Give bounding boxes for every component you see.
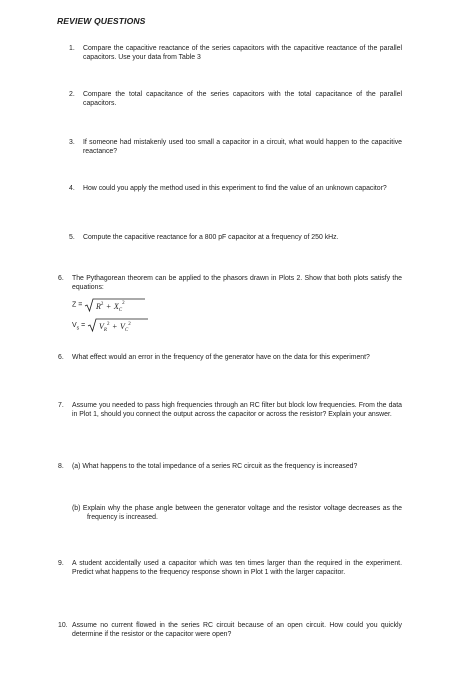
- term-r: R: [96, 302, 102, 311]
- question-number: 10.: [58, 622, 68, 629]
- question-number: 1.: [69, 45, 75, 52]
- term-v: V: [99, 322, 104, 331]
- plus-sign: +: [112, 322, 118, 331]
- subscript-r: R: [103, 328, 108, 333]
- equation-lhs: Z =: [72, 301, 83, 309]
- svg-text:VR2+VC2: [99, 322, 131, 333]
- plus-sign: +: [106, 302, 112, 311]
- question-text: Compare the capacitive reactance of the series capacitors with the capacitive reactance of the parallel capacitors. Use your data from Table 3: [83, 45, 402, 61]
- question-text: What effect would an error in the frequency of the generator have on the data for this experiment?: [72, 354, 370, 361]
- question-number: 4.: [69, 185, 75, 192]
- question-number: 2.: [69, 91, 75, 98]
- question-5: [69, 233, 402, 242]
- section-title: REVIEW QUESTIONS: [57, 16, 146, 26]
- question-number: 6.: [58, 354, 64, 361]
- question-text: (b) Explain why the phase angle between the generator voltage and the resistor voltage decreases as the frequency is increased.: [72, 505, 402, 521]
- term-v: V: [120, 322, 125, 331]
- question-9: [58, 559, 402, 577]
- question-text: A student accidentally used a capacitor which was ten times larger than the required in the experiment. Predict what happens to the frequency response shown in Plot 1 with the larger capacitor.: [72, 560, 402, 576]
- question-number: 5.: [69, 234, 75, 241]
- question-text: Assume you needed to pass high frequencies through an RC filter but block low frequencies. From the data in Plot 1, should you connect the output across the capacitor or across the resistor? Explain your answer.: [72, 402, 402, 418]
- subscript-c: C: [118, 308, 123, 313]
- question-6: [58, 274, 402, 292]
- question-number: 8.: [58, 463, 64, 470]
- exponent: 2: [122, 301, 125, 306]
- square-root-expression: [87, 317, 149, 333]
- square-root-expression: [84, 297, 146, 313]
- question-8a: [58, 462, 402, 471]
- question-6b: [58, 353, 402, 362]
- exponent: 2: [101, 302, 104, 307]
- question-number: 6.: [58, 275, 64, 282]
- exponent: 2: [128, 322, 131, 327]
- question-number: 9.: [58, 560, 64, 567]
- question-text: The Pythagorean theorem can be applied to the phasors drawn in Plots 2. Show that both plots satisfy the equations:: [72, 275, 402, 291]
- question-number: 3.: [69, 139, 75, 146]
- equation-impedance: [72, 297, 146, 313]
- term-x: X: [114, 302, 119, 311]
- svg-text:R2+XC2: [95, 301, 125, 313]
- question-text: If someone had mistakenly used too small a capacitor in a circuit, what would happen to the capacitive reactance?: [83, 139, 402, 155]
- question-4: [69, 184, 402, 193]
- question-text: (a) What happens to the total impedance of a series RC circuit as the frequency is increased?: [72, 463, 358, 470]
- question-text: Assume no current flowed in the series RC circuit because of an open circuit. How could you quickly determine if the resistor or the capacitor were open?: [72, 622, 402, 638]
- equation-source-voltage: [72, 317, 149, 333]
- question-8b: [58, 504, 402, 522]
- equation-lhs: $V_s$ =: [72, 321, 86, 332]
- question-10: [58, 621, 402, 639]
- question-text: Compute the capacitive reactance for a 800 pF capacitor at a frequency of 250 kHz.: [83, 234, 339, 241]
- question-text: Compare the total capacitance of the series capacitors with the total capacitance of the parallel capacitors.: [83, 91, 402, 107]
- question-7: [58, 401, 402, 419]
- question-number: 7.: [58, 402, 64, 409]
- question-1: [69, 44, 402, 62]
- subscript-c: C: [124, 328, 129, 333]
- exponent: 2: [107, 322, 110, 327]
- question-3: [69, 138, 402, 156]
- question-2: [69, 90, 402, 108]
- question-text: How could you apply the method used in this experiment to find the value of an unknown capacitor?: [83, 185, 387, 192]
